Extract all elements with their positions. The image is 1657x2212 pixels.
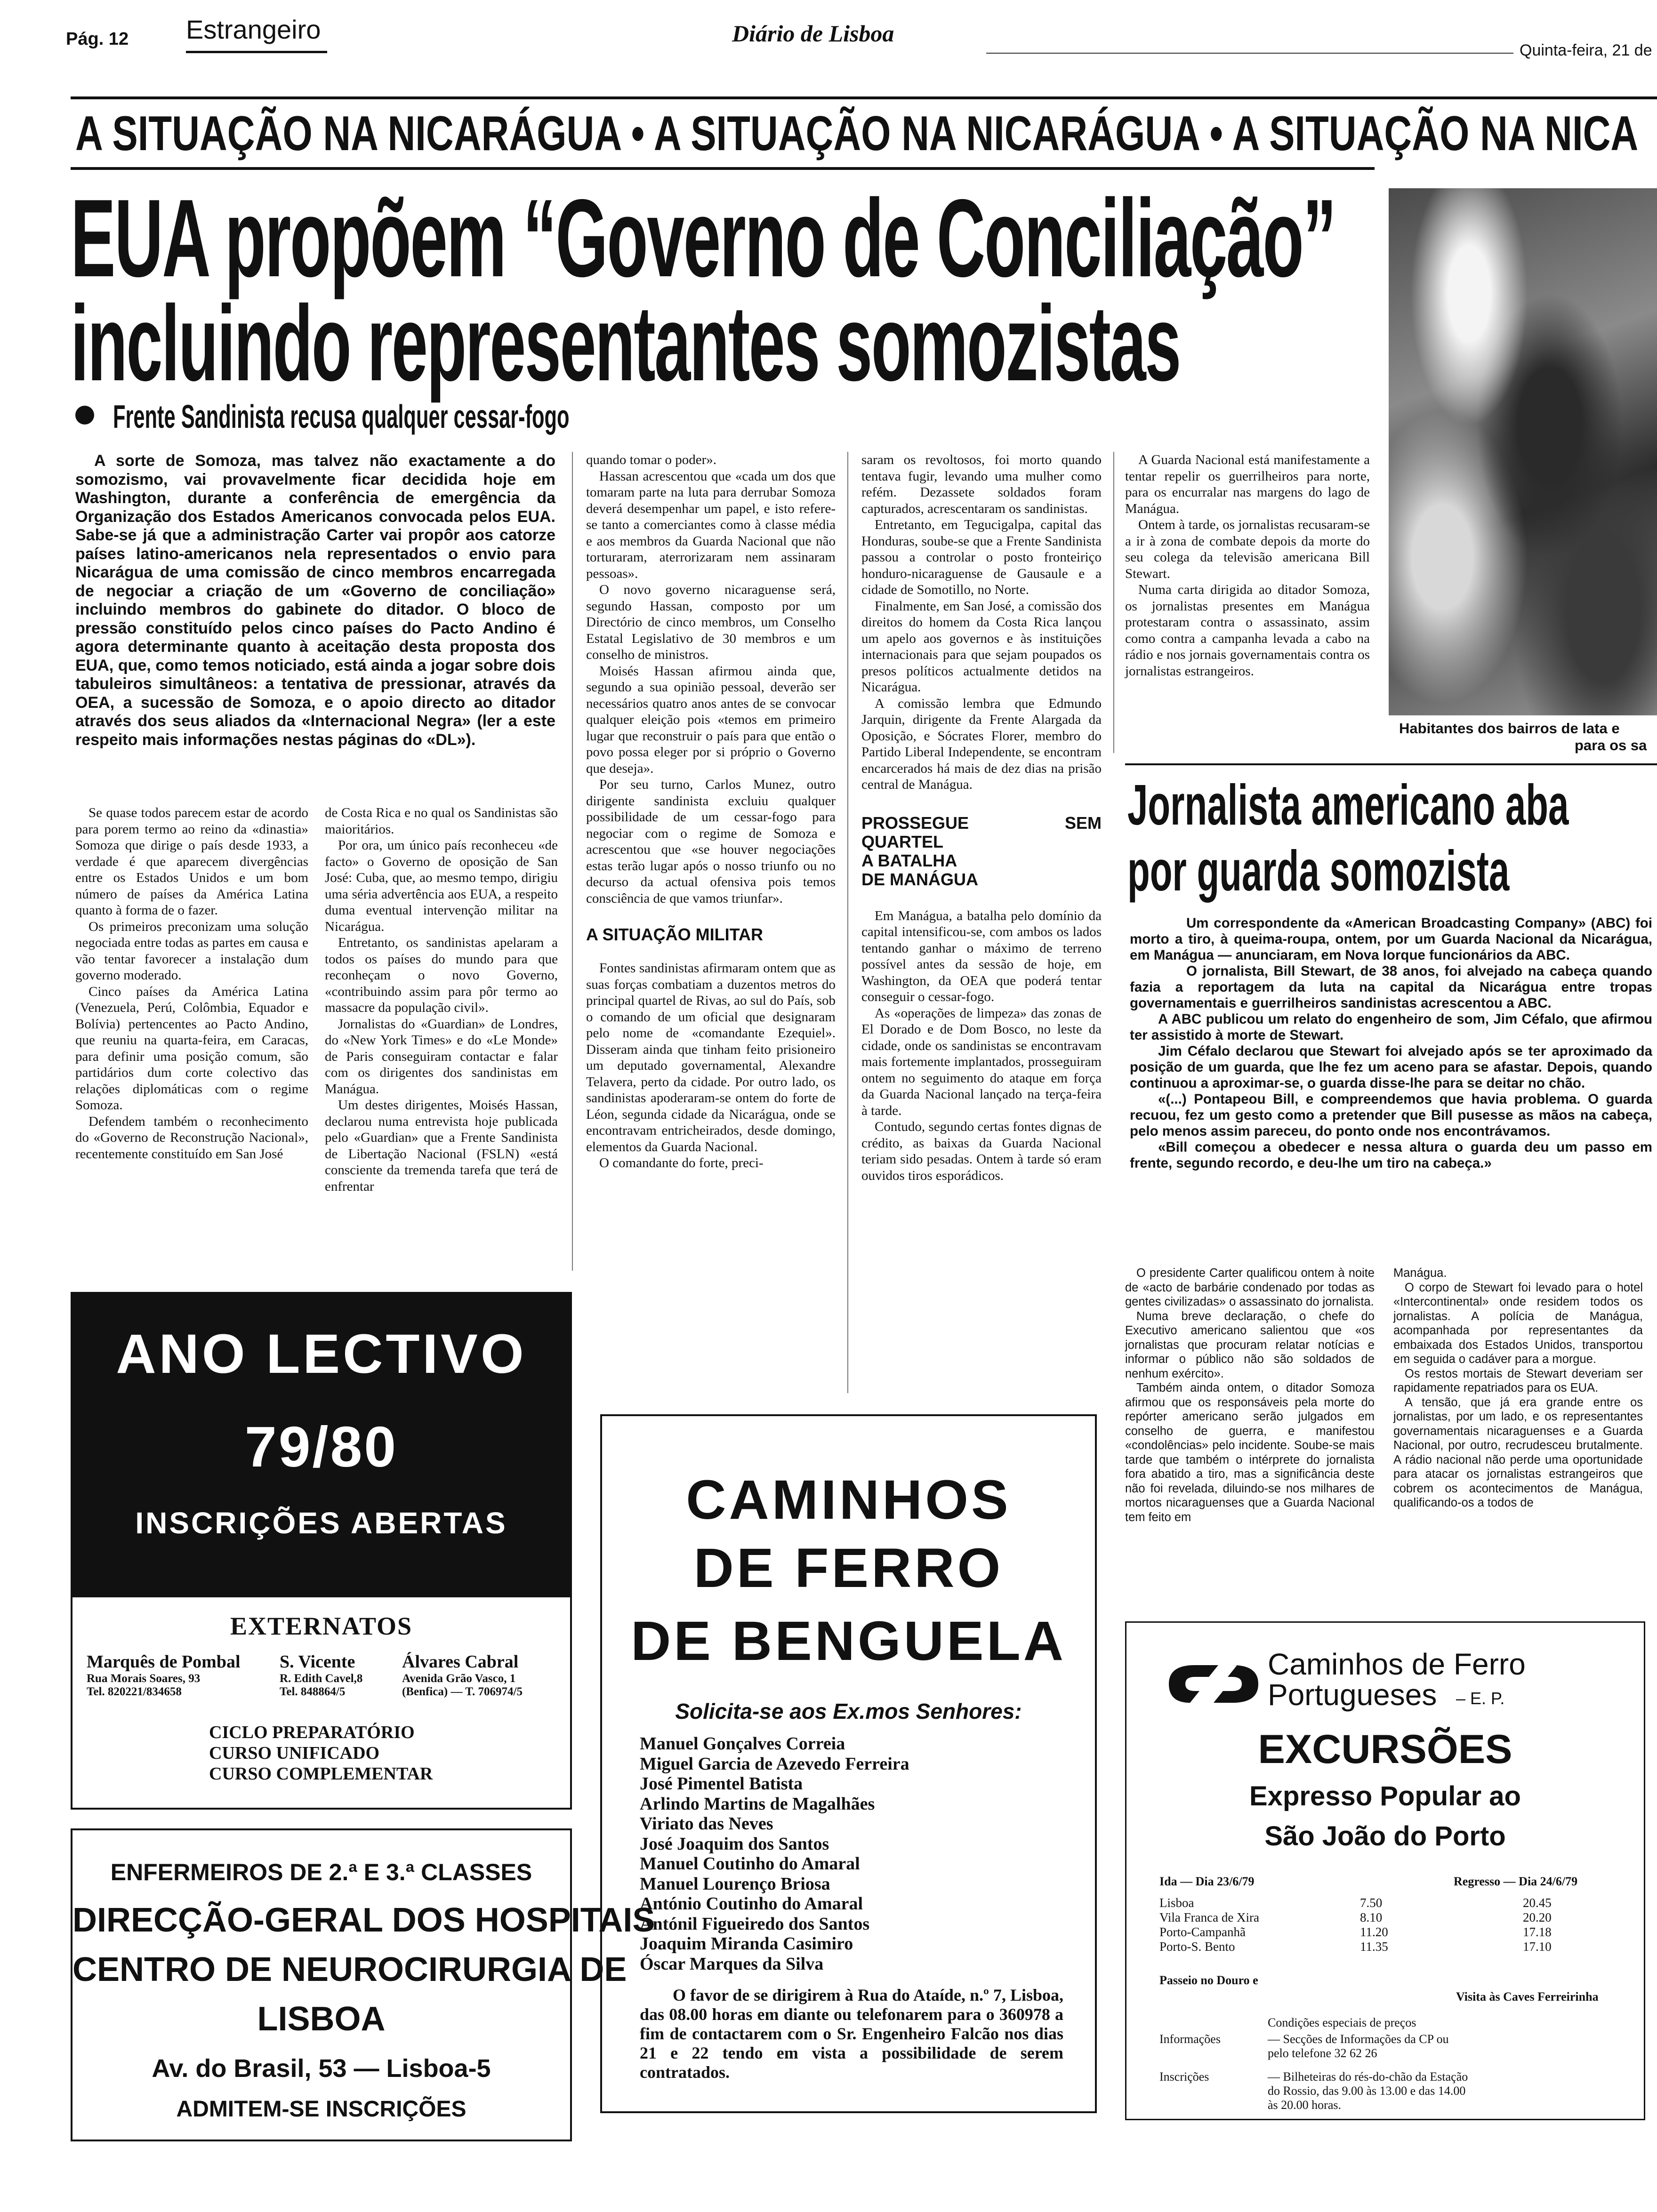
paragraph: Se quase todos parecem estar de acordo para porem termo ao reino da «dinastia» Somoza que dirige o país desde 1933, a verdade é que aparecem divergências entre os Estados Unidos e um bom número de países da América Latina quanto à forma de o fazer. [75, 805, 308, 918]
branch-name: Marquês de Pombal [87, 1652, 241, 1672]
branch-phone: (Benfica) — T. 706974/5 [402, 1685, 523, 1698]
benguela-ad-title: CAMINHOS [686, 1469, 1011, 1531]
branch-phone: Tel. 820221/834658 [87, 1685, 182, 1698]
photo-caption-line-2: para os sa [1575, 737, 1647, 753]
paragraph: Defendem também o reconhecimento do «Governo de Reconstrução Nacional», recentemente constituído em San José [75, 1114, 308, 1162]
paragraph: O comandante do forte, preci- [599, 1155, 764, 1170]
cp-regresso-label: Regresso — Dia 24/6/79 [1454, 1875, 1578, 1888]
paragraph: A ABC publicou um relato do engenheiro de som, Jim Céfalo, que afirmou ter assistido à morte de Stewart. [1130, 1011, 1652, 1043]
paragraph: Por ora, um único país reconheceu «de facto» o Governo de oposição de San José: Cuba, que, ao mesmo tempo, dirigiu uma séria advertência aos EUA, a respeito duma eventual intervenção militar na Nicarágua. [325, 838, 558, 934]
main-col-5 [1125, 452, 1370, 679]
column-divider [847, 452, 848, 1393]
benguela-ad [600, 1414, 1097, 2113]
time-cell: 20.20 [1523, 1910, 1552, 1924]
paragraph: O jornalista, Bill Stewart, de 38 anos, foi alvejado na cabeça quando fazia a reportagem da luta na capital da Nicarágua entre tropas governamentais e guerrilheiros sandinistas acrescentou a ABC. [1130, 963, 1652, 1011]
list-item: José Pimentel Batista [640, 1774, 803, 1794]
table-row [1159, 1910, 1554, 1925]
paragraph: Um correspondente da «American Broadcasting Company» (ABC) foi morto a tiro, à queima-roupa, ontem, por um Guarda Nacional da Nicarágua, em Manágua — anunciaram, em Nova Iorque funcionários da ABC. [1130, 915, 1652, 963]
cp-ad-subtitle: Expresso Popular ao [1249, 1781, 1521, 1811]
main-headline-line-1: EUA propõem “Governo de Conciliação” [71, 176, 1335, 300]
cp-extra-right: Visita às Caves Ferreirinha [1456, 1990, 1599, 2004]
time-cell: 7.50 [1360, 1896, 1383, 1910]
station-cell: Porto-S. Bento [1159, 1940, 1235, 1954]
hospital-ad-line: CENTRO DE NEUROCIRURGIA DE [72, 1951, 627, 1988]
hospital-ad-address: Av. do Brasil, 53 — Lisboa-5 [152, 2054, 491, 2083]
paragraph: A comissão lembra que Edmundo Jarquin, dirigente da Frente Alargada da Oposição, e Sócrates Florer, membro do Partido Liberal Independente, se encontram encarcerados há mais de dez dias na prisão central de Manágua. [861, 696, 1102, 792]
school-branch [280, 1651, 397, 1699]
story-separator [1125, 763, 1657, 765]
benguela-ad-title: DE BENGUELA [631, 1610, 1066, 1672]
time-cell: 17.10 [1523, 1940, 1552, 1954]
station-cell: Lisboa [1159, 1896, 1194, 1910]
table-row [1159, 1940, 1554, 1954]
newspaper-name: Diário de Lisboa [732, 20, 894, 47]
paragraph: Entretanto, os sandinistas apelaram a todos os países do mundo para que reconheçam o novo Governo, «contribuindo assim para pôr termo ao massacre da população civil». [325, 935, 558, 1015]
paragraph: quando tomar o poder». [586, 452, 717, 467]
paragraph: O presidente Carter qualificou ontem à noite de «acto de barbárie condenado por todas as gentes civilizadas» o assassinato do jornalista. [1125, 1266, 1375, 1308]
list-item: Arlindo Martins de Magalhães [640, 1794, 875, 1814]
cp-conditions: Condições especiais de preços [1268, 2016, 1416, 2029]
paragraph: saram os revoltosos, foi morto quando tentava fugir, levando uma mulher como refém. Dezassete soldados foram capturados, acrescentaram os sandinistas. [861, 452, 1102, 516]
second-col-b [1393, 1266, 1643, 1510]
cp-brand-line-2: Portugueses [1268, 1678, 1437, 1712]
paragraph: Por seu turno, Carlos Munez, outro dirigente sandinista excluiu qualquer possibilidade de um cessar-fogo para negociar com o regime de Somoza e acrescentou que «se houver negociações estas terão lugar após o nosso triunfo ou no decurso da actual ofensiva pois temos consciência de que vamos triunfar». [586, 777, 836, 906]
paragraph: Numa breve declaração, o chefe do Executivo americano salientou que «os jornalistas que procuram relatar notícias e informar o público não são soldados de nenhum exército». [1125, 1309, 1375, 1380]
school-branch [87, 1651, 265, 1699]
time-cell: 8.10 [1360, 1910, 1383, 1924]
battle-subhead-line: A BATALHA [861, 850, 957, 870]
paragraph: Manágua. [1393, 1266, 1447, 1280]
time-cell: 11.35 [1360, 1940, 1388, 1954]
cp-ad-title: EXCURSÕES [1258, 1727, 1512, 1772]
paragraph: Hassan acrescentou que «cada um dos que tomaram parte na luta para derrubar Somoza deverá desempenhar um papel, e isto refere-se tanto a comerciantes como à classe média e aos membros da Guarda Nacional que não torturaram, aterrorizaram nem assinaram pessoas». [586, 468, 836, 581]
paragraph: Ontem à tarde, os jornalistas recusaram-se a ir à zona de combate depois da morte do seu colega da televisão americana Bill Stewart. [1125, 517, 1370, 581]
second-headline-line-1: Jornalista americano aba [1127, 773, 1569, 837]
course-item: CURSO UNIFICADO [209, 1743, 380, 1763]
list-item: Óscar Marques da Silva [640, 1954, 824, 1974]
main-col-3 [586, 452, 836, 1171]
list-item: Antónil Figueiredo dos Santos [640, 1914, 870, 1934]
battle-subhead-word: PROSSEGUE [861, 813, 969, 833]
cp-brand-suffix: – E. P. [1456, 1689, 1505, 1708]
paragraph: O corpo de Stewart foi levado para o hotel «Intercontinental» onde residem todos os jornalistas. A polícia de Manágua, acompanhada por representantes da embaixada dos Estados Unidos, transportou em seguida o cadáver para a morgue. [1393, 1281, 1643, 1366]
paragraph: O novo governo nicaraguense será, segundo Hassan, composto por um Directório de cinco membros, um Conselho Estatal Legislativo de 30 membros e um conselho de ministros. [586, 582, 836, 662]
benguela-ad-title: DE FERRO [693, 1537, 1004, 1599]
list-item: Joaquim Miranda Casimiro [640, 1934, 853, 1954]
school-branch [402, 1651, 567, 1699]
branch-name: Álvares Cabral [402, 1652, 519, 1672]
paragraph: de Costa Rica e no qual os Sandinistas são maioritários. [325, 805, 558, 837]
masthead-rule-left [186, 51, 327, 53]
issue-date: Quinta-feira, 21 de [1520, 41, 1652, 59]
hospital-ad-line: LISBOA [257, 2000, 386, 2038]
time-cell: 20.45 [1523, 1896, 1552, 1910]
paragraph: Contudo, segundo certas fontes dignas de crédito, as baixas da Guarda Nacional teriam sido pesadas. Ontem à tarde só eram ouvidos tiros esporádicos. [861, 1119, 1102, 1183]
paragraph: «(...) Pontapeou Bill, e compreendemos que havia problema. O guarda recuou, fez um gesto como a pretender que Bill pusesse as mãos na cabeça, pelo menos assim pareceu, do ponto onde nos encontrávamos. [1130, 1091, 1652, 1139]
column-divider [572, 452, 573, 1271]
list-item: Manuel Coutinho do Amaral [640, 1854, 860, 1874]
cp-info-label: Informações [1159, 2032, 1221, 2046]
battle-subhead [861, 814, 1102, 889]
photo-caption-line-1: Habitantes dos bairros de lata e [1399, 720, 1620, 737]
list-item: Miguel Garcia de Azevedo Ferreira [640, 1754, 909, 1774]
branch-address: Avenida Grão Vasco, 1 [402, 1672, 516, 1685]
main-subhead: Frente Sandinista recusa qualquer cessar-fogo [113, 398, 570, 435]
school-ad-open: INSCRIÇÕES ABERTAS [135, 1506, 507, 1540]
banner-rule-top [71, 96, 1657, 99]
paragraph: Cinco países da América Latina (Venezuela, Perú, Colômbia, Equador e Bolívia) pertencentes ao Pacto Andino, que reuniu na quarta-feira, em Caracas, para definir uma posição comum, são partidários dum corte colectivo das relações diplomáticas com o regime Somoza. [75, 984, 308, 1113]
table-row [1159, 1925, 1554, 1940]
main-lead-paragraph: A sorte de Somoza, mas talvez não exactamente a do somozismo, vai provavelmente ficar decidida hoje em Washington, durante a conferência de emergência da Organização dos Estados Americanos convocada pelos EUA. Sabe-se já que a administração Carter vai propôr aos catorze países latino-americanos nela representados o envio para Nicarágua de uma comissão de cinco membros encarregada de negociar a criação de um «Governo de conciliação» incluindo membros do gabinete do ditador. O bloco de pressão constituído pelos cinco países do Pacto Andino é agora determinante quanto à aceitação desta proposta dos EUA, que, como temos noticiado, está ainda a jogar sobre dois tabuleiros simultâneos: a tentativa de pressionar, através da OEA, a sucessão de Somoza, e o apoio directo ao ditador através dos seus aliados da «Internacional Negra» (ler a este respeito mais informações nestas páginas do «DL»). [75, 452, 555, 749]
banner-headline: A SITUAÇÃO NA NICARÁGUA • A SITUAÇÃO NA NICARÁGUA • A SITUAÇÃO NA NICA [75, 106, 1639, 161]
battle-subhead-line: QUARTEL [861, 832, 943, 851]
paragraph: Fontes sandinistas afirmaram ontem que as suas forças combatiam a duzentos metros do principal quartel de Rivas, ao sul do País, sob o comando de um oficial que designaram pelo nome de «comandante Ezequiel». Disseram ainda que tinham feito prisioneiro um deputado governamental, Alexandre Telavera, perto da cidade. Por outro lado, os sandinistas apoderaram-se ontem do forte de Léon, segunda cidade da Nicarágua, onde se encontravam entricheirados, desde domingo, elementos da Guarda Nacional. [586, 961, 836, 1154]
list-item: Viriato das Neves [640, 1814, 773, 1834]
cp-inscricoes-text: — Bilheteiras do rés-do-chão da Estação do Rossio, das 9.00 às 13.00 e das 14.00 às 20.00 horas. [1268, 2070, 1468, 2112]
list-item: José Joaquim dos Santos [640, 1834, 829, 1854]
branch-address: R. Edith Cavel,8 [280, 1672, 363, 1685]
list-item: Manuel Lourenço Briosa [640, 1874, 830, 1894]
time-cell: 11.20 [1360, 1925, 1388, 1939]
paragraph: Jornalistas do «Guardian» de Londres, do «New York Times» e do «Le Monde» de Paris conseguiram contactar e falar com os dirigentes dos sandinistas em Manágua. [325, 1016, 558, 1097]
cp-ad [1125, 1621, 1645, 2120]
list-item: António Coutinho do Amaral [640, 1894, 863, 1914]
main-col-2 [325, 805, 558, 1194]
hospital-ad [71, 1828, 655, 2141]
course-item: CURSO COMPLEMENTAR [209, 1764, 433, 1784]
school-courses [209, 1722, 433, 1784]
course-item: CICLO PREPARATÓRIO [209, 1723, 415, 1742]
benguela-ad-subtitle: Solicita-se aos Ex.mos Senhores: [675, 1699, 1022, 1723]
paragraph: Os primeiros preconizam uma solução negociada entre todas as partes em causa e vão tentar favorecer a instalação dum governo moderado. [75, 919, 308, 983]
paragraph: «Bill começou a obedecer e nessa altura o guarda deu um passo em frente, segundo recordo, e deu-lhe um tiro na cabeça.» [1130, 1139, 1652, 1171]
military-subhead: A SITUAÇÃO MILITAR [586, 925, 763, 944]
hospital-ad-line: ENFERMEIROS DE 2.ª E 3.ª CLASSES [110, 1859, 532, 1885]
battle-subhead-line: DE MANÁGUA [861, 869, 978, 889]
paragraph: Numa carta dirigida ao ditador Somoza, os jornalistas presentes em Manágua protestaram contra o assassinato, assim como contra a campanha levada a cabo na rádio e nos jornais governamentais contra os jornalistas estrangeiros. [1125, 582, 1370, 679]
banner-rule-bottom [71, 167, 1375, 170]
paragraph: A Guarda Nacional está manifestamente a tentar repelir os guerrilheiros para norte, para os encurralar nas margens do lago de Manágua. [1125, 452, 1370, 516]
hospital-ad-line: DIRECÇÃO-GERAL DOS HOSPITAIS [72, 1901, 655, 1939]
page-number: Pág. 12 [66, 29, 129, 49]
cp-timetable [1159, 1896, 1554, 1954]
subhead-bullet-icon [75, 406, 94, 425]
school-ad-heading: EXTERNATOS [230, 1612, 413, 1640]
benguela-ad-footer: O favor de se dirigirem à Rua do Ataíde, n.º 7, Lisboa, das 08.00 horas em diante ou telefonarem para o 360978 a fim de contactarem com o Sr. Engenheiro Falcão nos dias 21 e 22 tendo em vista a possibilidade de serem contratados. [640, 1986, 1063, 2082]
cp-logo-mark [1162, 1658, 1265, 1710]
paragraph: Os restos mortais de Stewart deveriam ser rapidamente repatriados para os EUA. [1393, 1367, 1643, 1395]
main-col-4 [861, 452, 1102, 1184]
second-story-lead [1130, 915, 1652, 1171]
cp-extra-left: Passeio no Douro e [1159, 1973, 1258, 1987]
branch-phone: Tel. 848864/5 [280, 1685, 346, 1698]
table-row [1159, 1896, 1554, 1910]
cp-logo-icon [1162, 1658, 1265, 1710]
cp-ad-subtitle: São João do Porto [1264, 1821, 1506, 1851]
column-divider [1113, 452, 1114, 753]
paragraph: As «operações de limpeza» das zonas de El Dorado e de Dom Bosco, no leste da cidade, onde os sandinistas se encontravam mais fortemente implantados, prosseguiram ontem no seguimento do ataque em força da Guarda Nacional lançado na terça-feira à tarde. [861, 1005, 1102, 1118]
hospital-ad-line: ADMITEM-SE INSCRIÇÕES [176, 2097, 467, 2122]
paragraph: Um destes dirigentes, Moisés Hassan, declarou numa entrevista hoje publicada pelo «Guardian» que a Frente Sandinista de Libertação Nacional (FSLN) «está consciente da tremenda tarefa que terá de enfrentar [325, 1098, 558, 1194]
station-cell: Vila Franca de Xira [1159, 1910, 1260, 1924]
school-ad-year: 79/80 [244, 1415, 398, 1479]
paragraph: Jim Céfalo declarou que Stewart foi alvejado após se ter aproximado da posição de um guarda, que lhe fez um aceno para se afastar. Depois, quando continuou a aproximar-se, o guarda disse-lhe para se deitar no chão. [1130, 1043, 1652, 1091]
cp-info-text: — Secções de Informações da CP ou pelo telefone 32 62 26 [1268, 2032, 1449, 2060]
cp-ida-label: Ida — Dia 23/6/79 [1159, 1875, 1255, 1888]
benguela-name-list [640, 1734, 909, 1974]
news-photo [1389, 188, 1657, 715]
cp-inscricoes-label: Inscrições [1159, 2070, 1209, 2084]
paragraph: Finalmente, em San José, a comissão dos direitos do homem da Costa Rica lançou um apelo aos governos e às instituições internacionais para que sejam poupados os presos políticos actualmente detidos na Nicarágua. [861, 598, 1102, 695]
main-headline-line-2: incluindo representantes somozistas [71, 284, 1180, 403]
paragraph: Moisés Hassan afirmou ainda que, segundo a sua opinião pessoal, deverão ser necessários quatro anos antes de se convocar qualquer eleição pois «temos em primeiro lugar que reconstruir o país para que então o povo possa eleger por si próprio o Governo que deseja». [586, 663, 836, 776]
masthead-rule-right [986, 53, 1513, 54]
paragraph: Entretanto, em Tegucigalpa, capital das Honduras, soube-se que a Frente Sandinista passou a controlar o posto fronteiriço honduro-nicaraguense de Gausaule e a cidade de Somotillo, no Norte. [861, 517, 1102, 597]
section-title: Estrangeiro [186, 15, 321, 44]
cp-brand-line-1: Caminhos de Ferro [1268, 1647, 1526, 1681]
branch-name: S. Vicente [280, 1652, 355, 1672]
school-ad [71, 1292, 572, 1810]
time-cell: 17.18 [1523, 1925, 1552, 1939]
branch-address: Rua Morais Soares, 93 [87, 1672, 201, 1685]
second-col-a [1125, 1266, 1375, 1524]
school-ad-title: ANO LECTIVO [116, 1323, 527, 1385]
station-cell: Porto-Campanhã [1159, 1925, 1246, 1939]
paragraph: Também ainda ontem, o ditador Somoza afirmou que os responsáveis pela morte do repórter americano serão julgados em conselho de guerra, e manifestou «condolências» pelo incidente. Soube-se mais tarde que também o intérprete do jornalista fora abatido a tiro, mas a significância deste não foi revelada, diluindo-se nos milhares de mortos nicaraguenses que a Guarda Nacional tem feito em [1125, 1381, 1375, 1524]
second-headline-line-2: por guarda somozista [1127, 839, 1510, 903]
paragraph: A tensão, que já era grande entre os jornalistas, por um lado, e os representantes governamentais nicaraguenses e a Guarda Nacional, por outro, recrudesceu brutalmente. A rádio nacional não perde uma oportunidade para atacar os jornalistas estrangeiros que cobrem os acontecimentos de Manágua, qualificando-os a todos de [1393, 1395, 1643, 1509]
list-item: Manuel Gonçalves Correia [640, 1734, 845, 1754]
battle-subhead-word: SEM [1064, 813, 1102, 833]
main-col-1 [75, 805, 308, 1162]
paragraph: Em Manágua, a batalha pelo domínio da capital intensificou-se, com ambos os lados tentando ganhar o máximo de terreno possível antes da sessão de hoje, em Washington, da OEA que poderá tentar conseguir o cessar-fogo. [861, 908, 1102, 1004]
